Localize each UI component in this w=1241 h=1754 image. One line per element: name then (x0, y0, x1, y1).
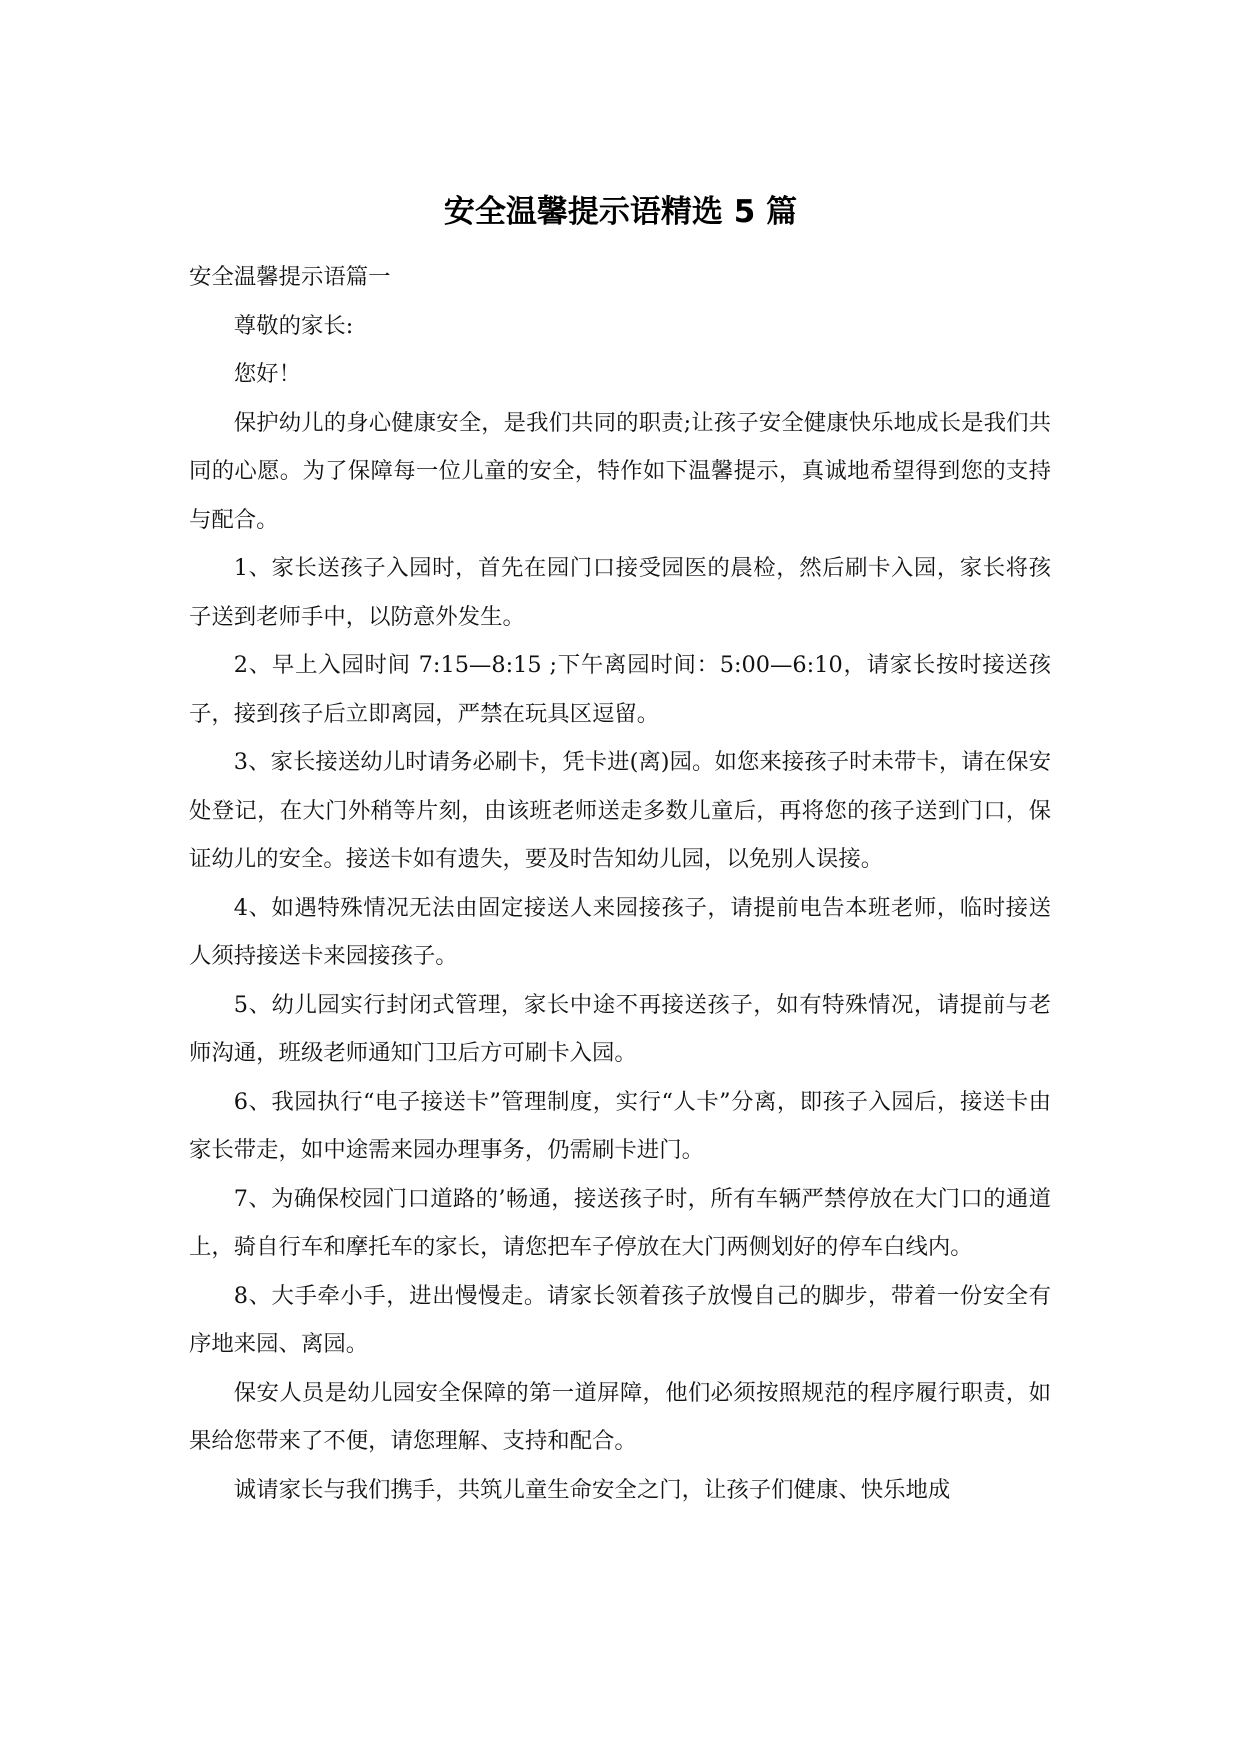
tip-8: 8、大手牵小手，进出慢慢走。请家长领着孩子放慢自己的脚步，带着一份安全有序地来园、离园。 (189, 1282, 1051, 1357)
tip-2: 2、早上入园时间 7:15—8:15 ;下午离园时间：5:00—6:10，请家长按时接送孩子，接到孩子后立即离园，严禁在玩具区逗留。 (189, 652, 1051, 727)
tip-4: 4、如遇特殊情况无法由固定接送人来园接孩子，请提前电告本班老师，临时接送人须持接送卡来园接孩子。 (189, 894, 1051, 969)
tip-5: 5、幼儿园实行封闭式管理，家长中途不再接送孩子，如有特殊情况，请提前与老师沟通，班级老师通知门卫后方可刷卡入园。 (189, 991, 1051, 1066)
intro-paragraph: 保护幼儿的身心健康安全，是我们共同的职责;让孩子安全健康快乐地成长是我们共同的心愿。为了保障每一位儿童的安全，特作如下温馨提示，真诚地希望得到您的支持与配合。 (189, 409, 1051, 533)
tip-3: 3、家长接送幼儿时请务必刷卡，凭卡进(离)园。如您来接孩子时未带卡，请在保安处登记，在大门外稍等片刻，由该班老师送走多数儿童后，再将您的孩子送到门口，保证幼儿的安全。接送卡如有遗失，要及时告知幼儿园，以免别人误接。 (189, 749, 1051, 872)
tip-7: 7、为确保校园门口道路的’畅通，接送孩子时，所有车辆严禁停放在大门口的通道上，骑自行车和摩托车的家长，请您把车子停放在大门两侧划好的停车白线内。 (189, 1185, 1051, 1260)
section-heading: 安全温馨提示语篇一 (189, 264, 391, 290)
closing-paragraph: 诚请家长与我们携手，共筑儿童生命安全之门，让孩子们健康、快乐地成 (233, 1476, 951, 1503)
salutation: 尊敬的家长: (233, 312, 354, 339)
greeting: 您好！ (233, 361, 301, 387)
tip-1: 1、家长送孩子入园时，首先在园门口接受园医的晨检，然后刷卡入园，家长将孩子送到老师手中，以防意外发生。 (189, 555, 1051, 630)
security-staff-paragraph: 保安人员是幼儿园安全保障的第一道屏障，他们必须按照规范的程序履行职责，如果给您带来了不便，请您理解、支持和配合。 (189, 1379, 1051, 1454)
document-body (189, 253, 1051, 1514)
document-title: 安全温馨提示语精选 5 篇 (443, 194, 798, 230)
tip-6: 6、我园执行“电子接送卡”管理制度，实行“人卡”分离，即孩子入园后，接送卡由家长带走，如中途需来园办理事务，仍需刷卡进门。 (189, 1088, 1051, 1163)
